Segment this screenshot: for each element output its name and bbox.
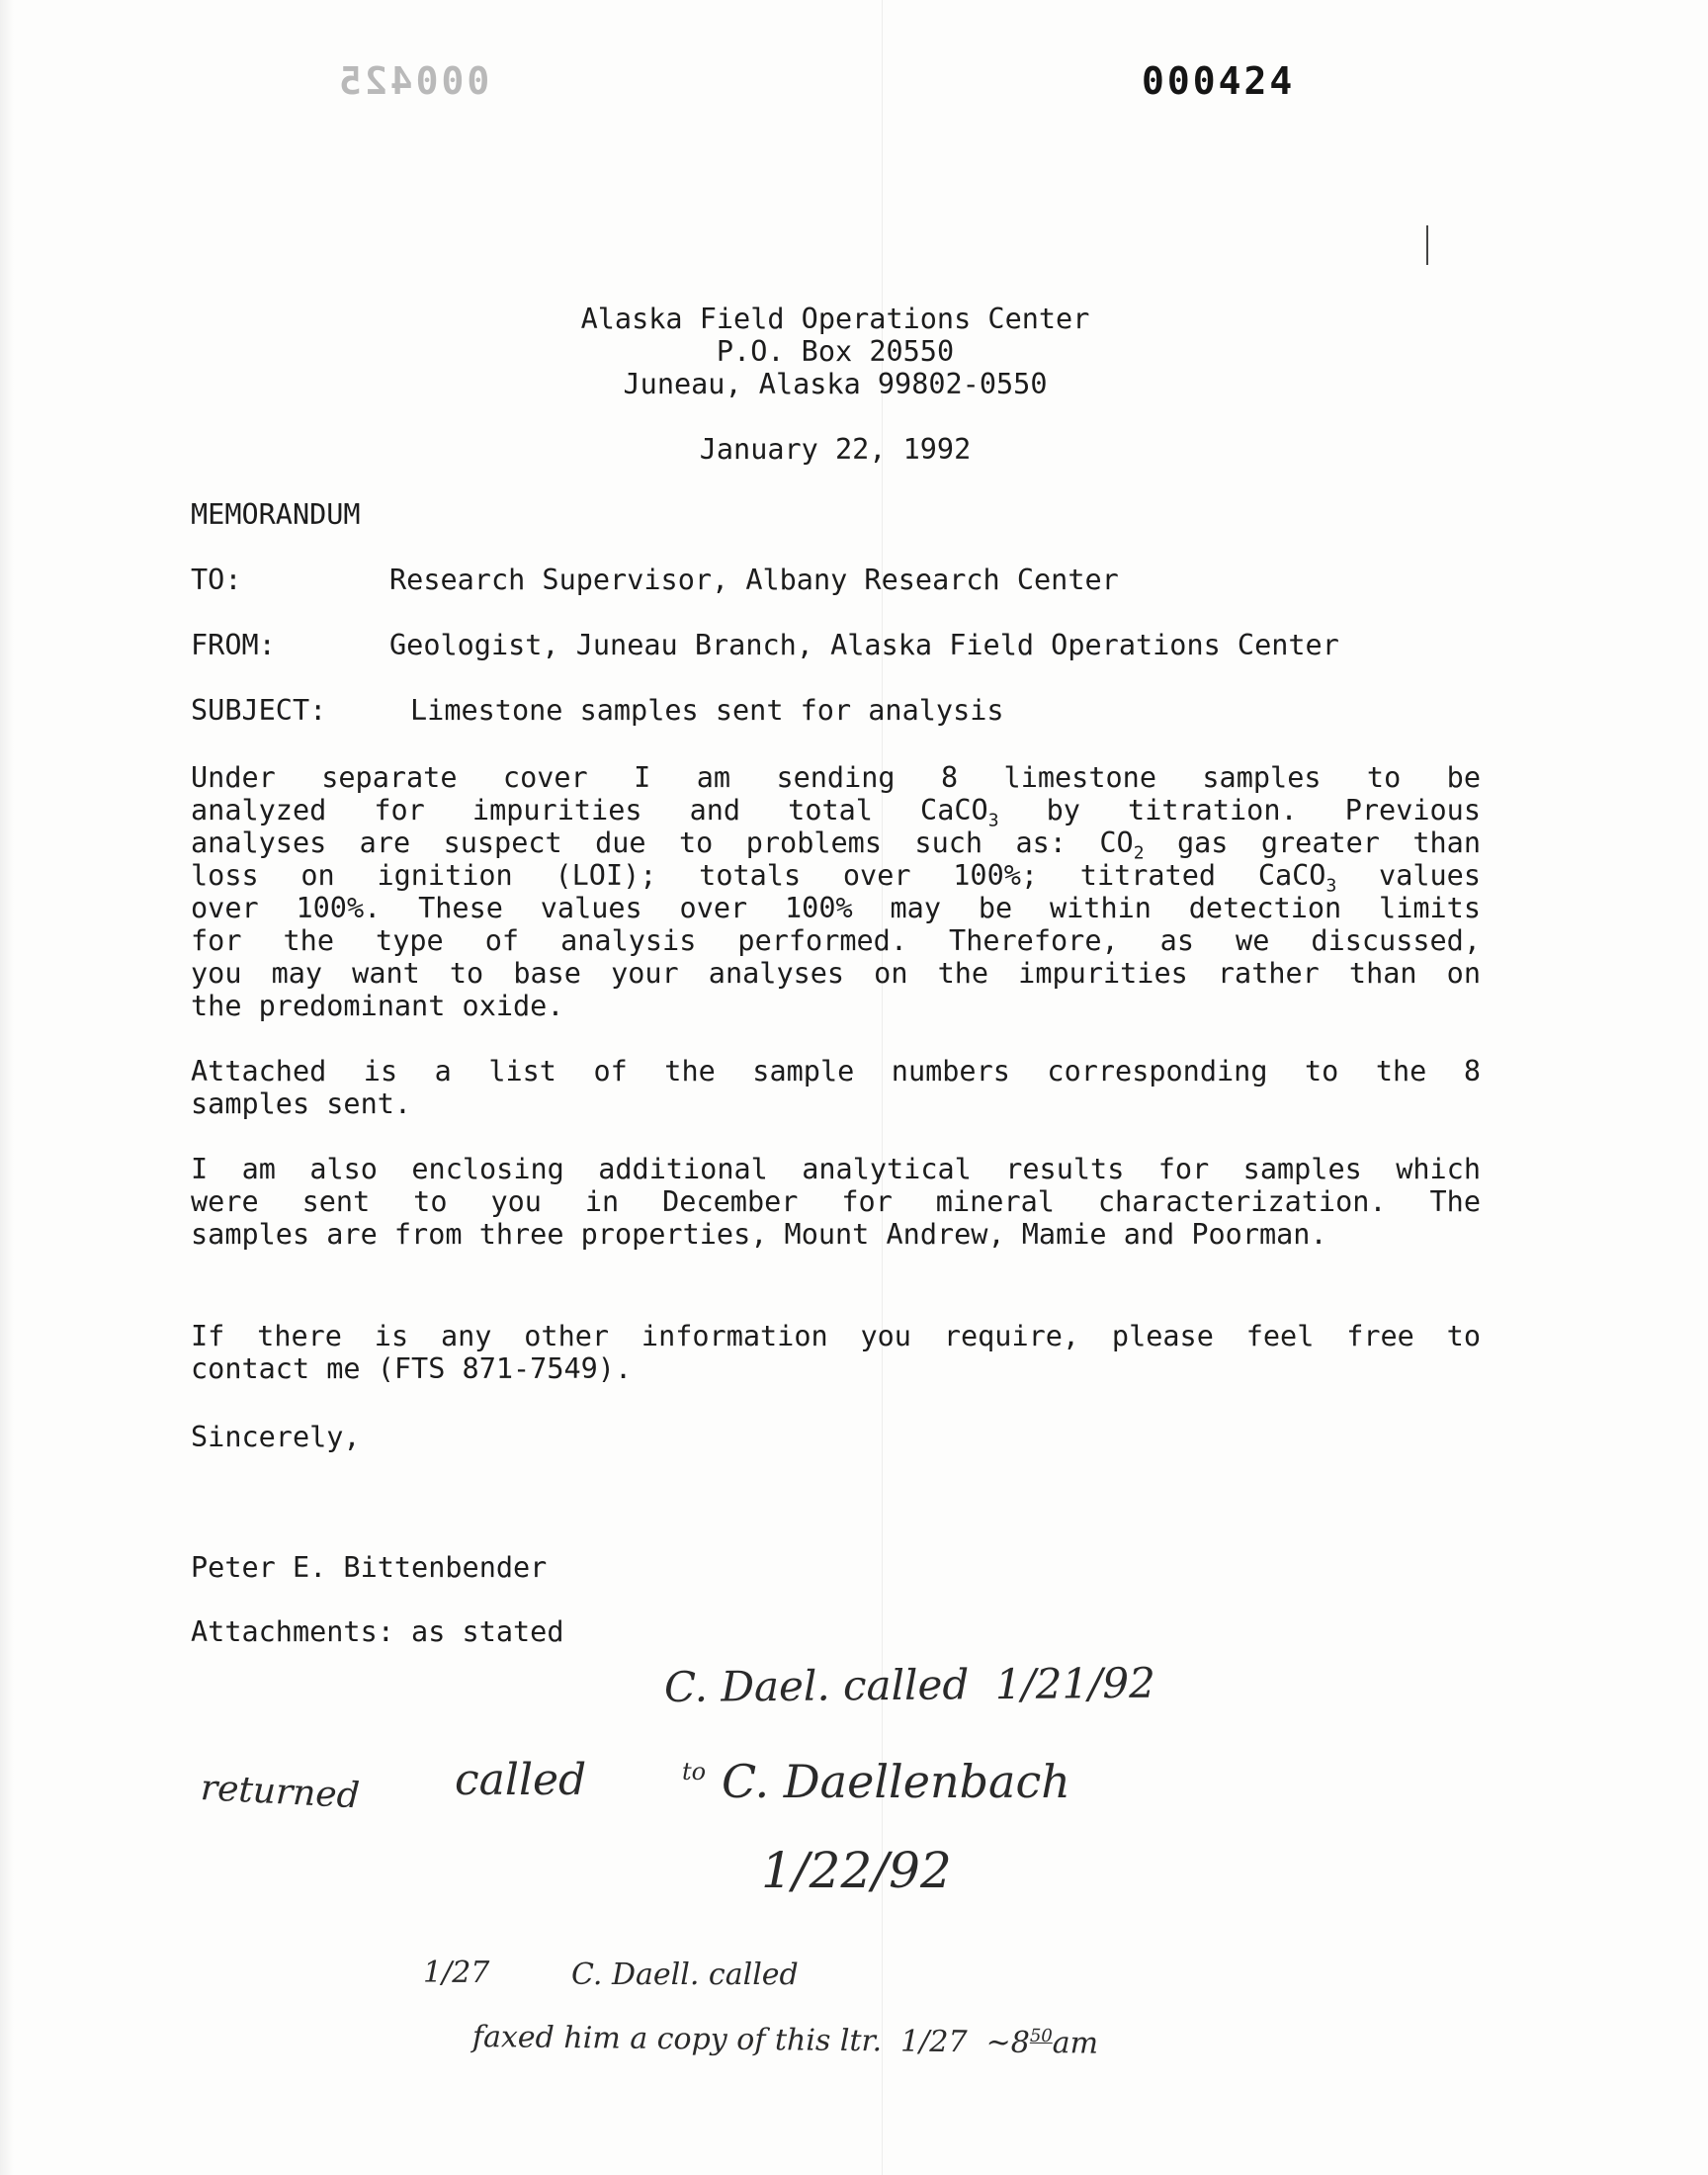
paragraph-line: for the type of analysis performed. Therefore, as we discussed, bbox=[191, 924, 1481, 957]
paragraph-line: samples sent. bbox=[191, 1088, 412, 1120]
paragraph-line bbox=[191, 859, 1481, 897]
text-run: by titration. Previous bbox=[998, 794, 1481, 826]
memo-heading: MEMORANDUM bbox=[191, 498, 361, 531]
letterhead-org: Alaska Field Operations Center bbox=[580, 303, 1090, 335]
paragraph-line: I am also enclosing additional analytical results for samples which bbox=[191, 1153, 1481, 1185]
text-run: loss on ignition (LOI); totals over 100%; titrated CaCO bbox=[191, 859, 1326, 892]
paragraph-line: samples are from three properties, Mount Andrew, Mamie and Poorman. bbox=[191, 1218, 1327, 1251]
handwritten-note-call-1: C. Dael. called 1/21/92 bbox=[663, 1658, 1156, 1711]
subscript: 3 bbox=[1325, 875, 1337, 897]
handwritten-note-returned: returned bbox=[199, 1768, 361, 1817]
subject-label: SUBJECT: bbox=[191, 694, 327, 727]
memo-date: January 22, 1992 bbox=[699, 433, 972, 466]
paragraph-line bbox=[191, 826, 1482, 864]
paragraph-line: Under separate cover I am sending 8 limestone samples to be bbox=[191, 761, 1481, 794]
attachments-line: Attachments: as stated bbox=[191, 1615, 564, 1648]
closing: Sincerely, bbox=[191, 1421, 361, 1453]
text-run: gas greater than bbox=[1144, 826, 1482, 859]
subject-value: Limestone samples sent for analysis bbox=[410, 694, 1004, 727]
subscript: 3 bbox=[987, 810, 999, 831]
subscript: 2 bbox=[1133, 842, 1145, 864]
paragraph-line: If there is any other information you require, please feel free to bbox=[191, 1320, 1481, 1352]
paragraph-line: the predominant oxide. bbox=[191, 990, 564, 1022]
handwritten-note-daellenbach: C. Daellenbach bbox=[722, 1755, 1070, 1808]
handwritten-note-to: to bbox=[682, 1758, 707, 1785]
handwritten-note-call-2: C. Daell. called bbox=[571, 1958, 799, 1992]
paragraph-line: over 100%. These values over 100% may be within detection limits bbox=[191, 892, 1481, 924]
text-run: analyses are suspect due to problems such as: CO bbox=[191, 826, 1134, 859]
from-label: FROM: bbox=[191, 629, 276, 661]
paragraph-line: Attached is a list of the sample numbers corresponding to the 8 bbox=[191, 1055, 1481, 1088]
paragraph-line: contact me (FTS 871-7549). bbox=[191, 1352, 633, 1385]
paragraph-line: were sent to you in December for mineral characterization. The bbox=[191, 1185, 1481, 1218]
paragraph-line: you may want to base your analyses on the impurities rather than on bbox=[191, 957, 1481, 990]
signer-name: Peter E. Bittenbender bbox=[191, 1551, 548, 1584]
handwritten-note-called: called bbox=[455, 1755, 587, 1805]
letterhead-city: Juneau, Alaska 99802-0550 bbox=[623, 368, 1048, 400]
text-run: analyzed for impurities and total CaCO bbox=[191, 794, 988, 826]
from-value: Geologist, Juneau Branch, Alaska Field Operations Center bbox=[389, 629, 1339, 661]
to-value: Research Supervisor, Albany Research Center bbox=[389, 564, 1119, 596]
handwritten-note-date: 1/22/92 bbox=[761, 1842, 952, 1899]
text-run: values bbox=[1336, 859, 1481, 892]
scan-mark bbox=[1426, 225, 1428, 265]
document-number-stamp: 000424 bbox=[1142, 59, 1296, 103]
paragraph-line bbox=[191, 794, 1481, 831]
to-label: TO: bbox=[191, 564, 242, 596]
handwritten-note-date-2: 1/27 bbox=[423, 1956, 490, 1990]
bleed-through-stamp: 000425 bbox=[336, 59, 490, 103]
letterhead-box: P.O. Box 20550 bbox=[716, 335, 955, 368]
handwritten-note-faxed: faxed him a copy of this ltr. 1/27 $\sim 8^{50}am$ bbox=[471, 2020, 1099, 2061]
